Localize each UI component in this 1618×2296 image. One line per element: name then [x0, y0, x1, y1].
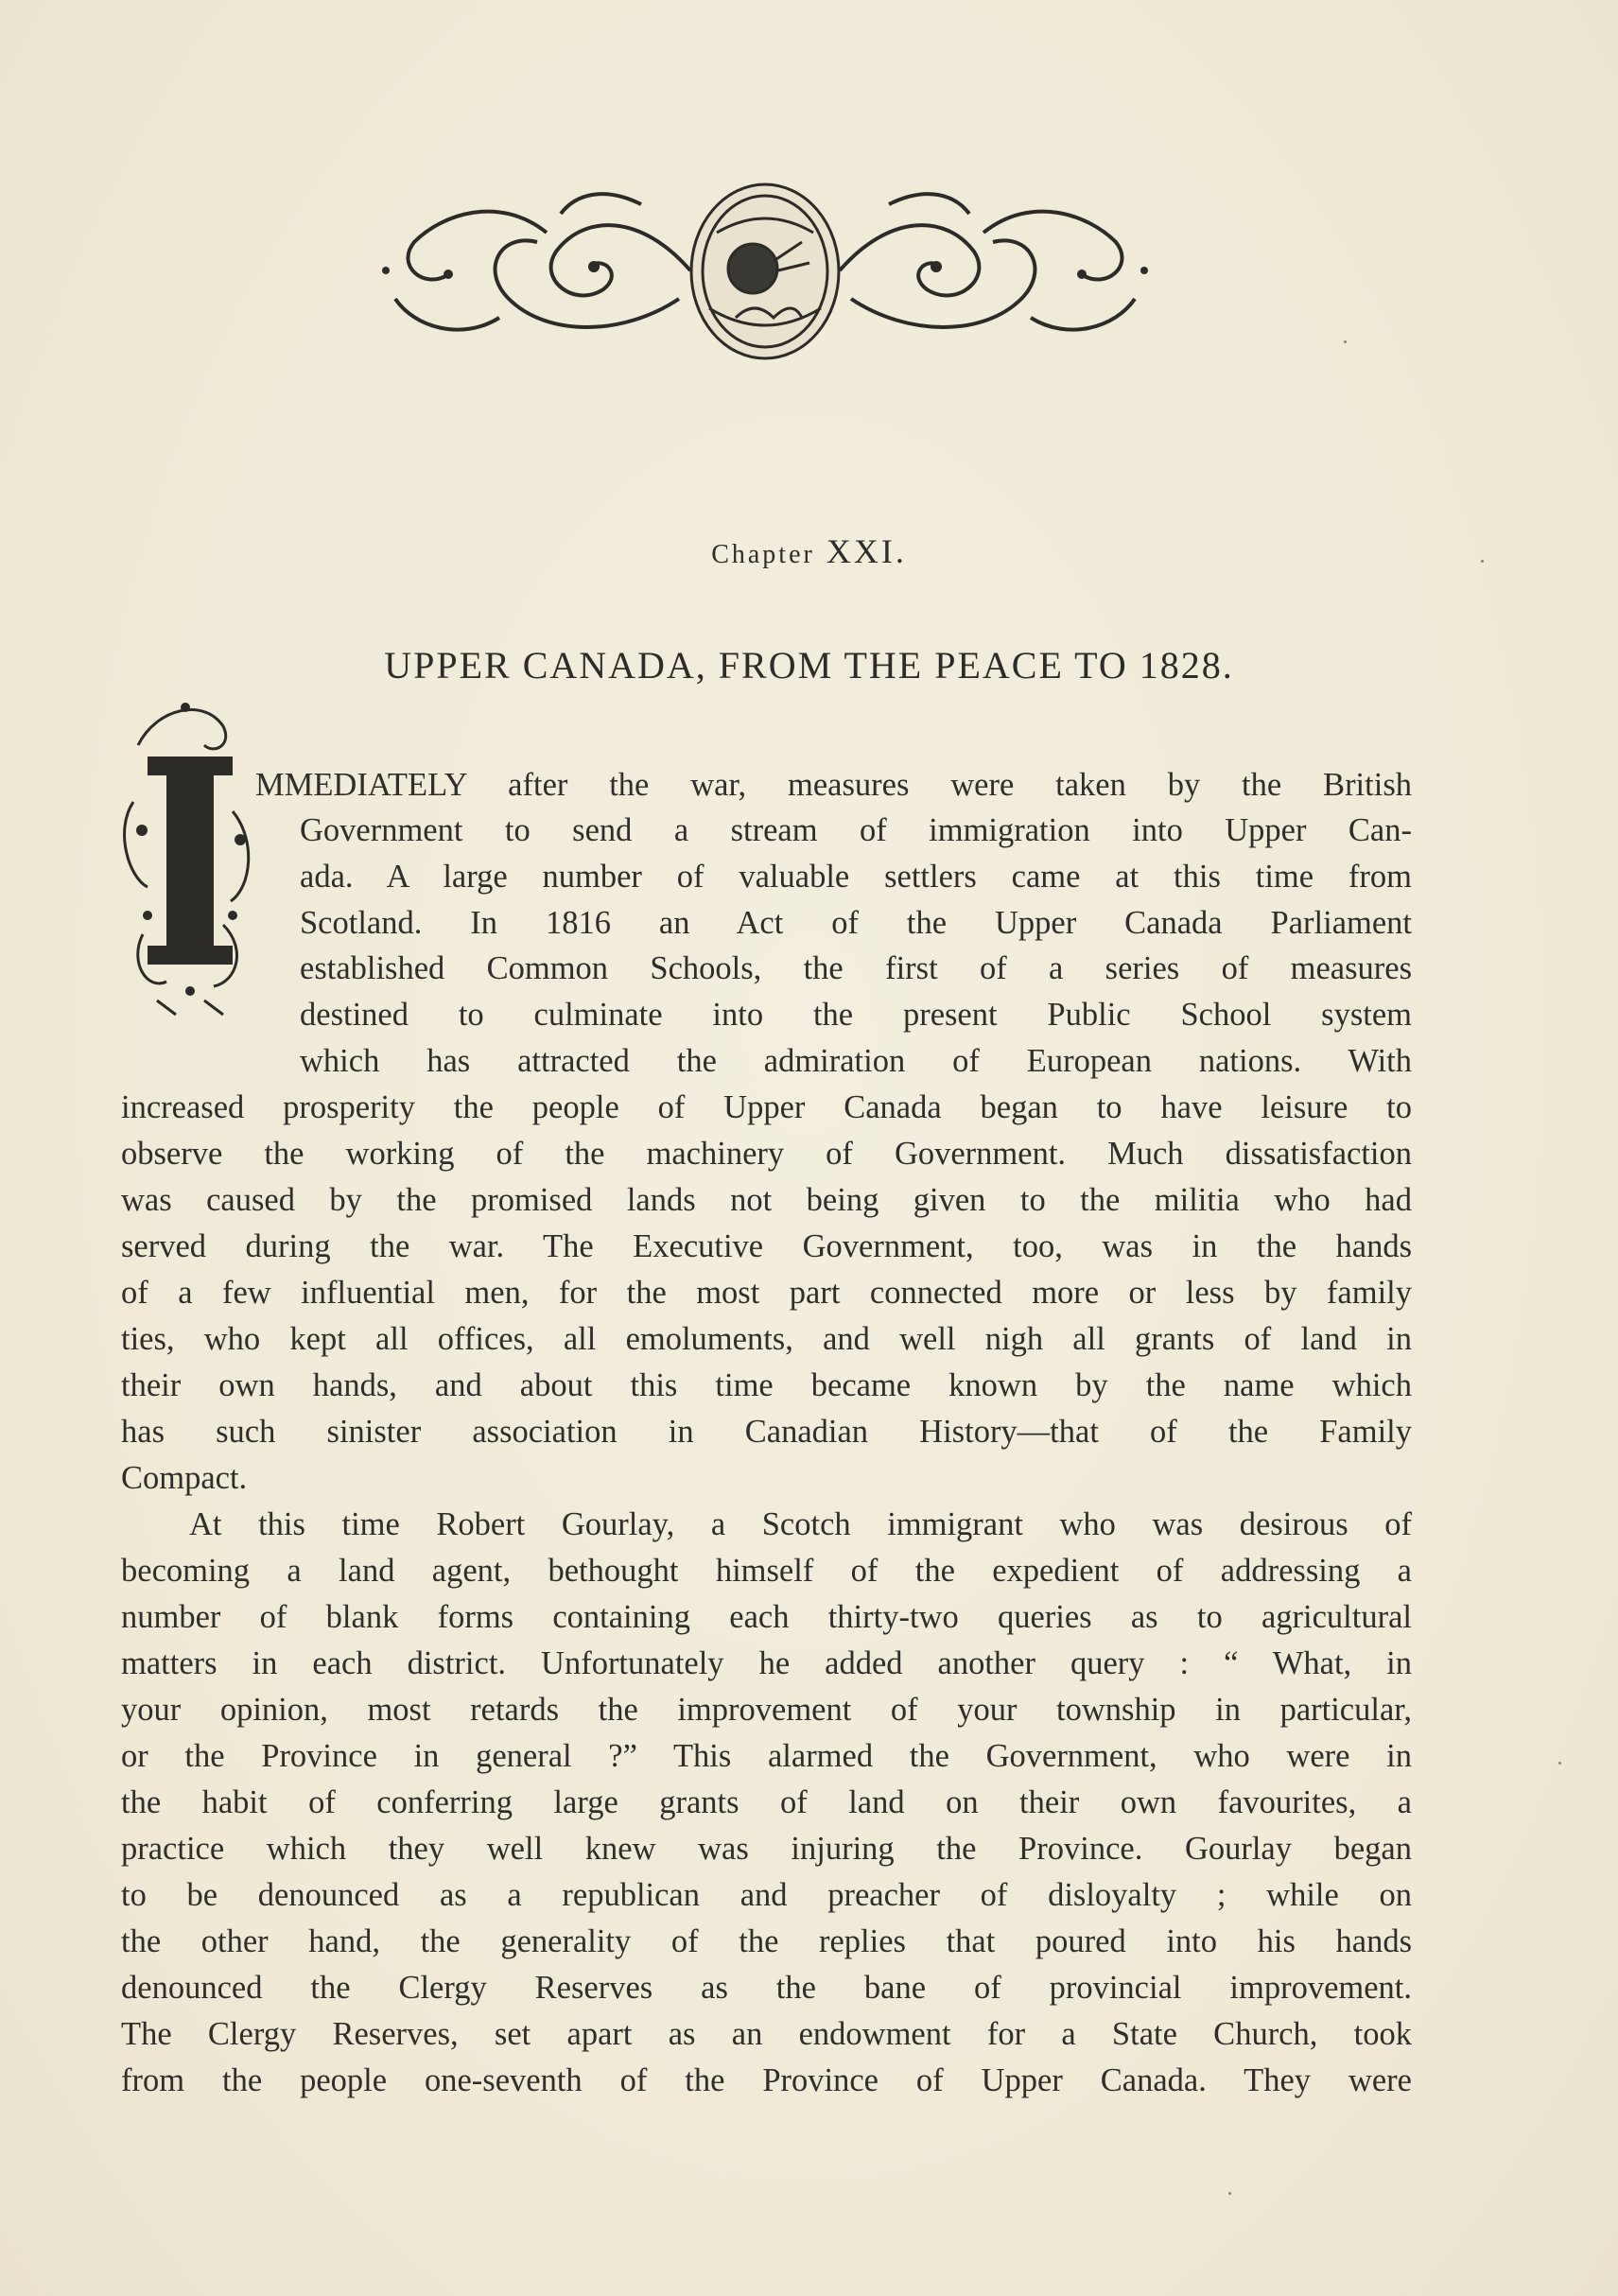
text-line: Scotland. In 1816 an Act of the Upper Canada Parliament	[300, 905, 1412, 941]
text-line: denounced the Clergy Reserves as the bane of provincial improvement.	[121, 1970, 1412, 2006]
chapter-number: XXI.	[826, 532, 907, 570]
ornamental-vignette-icon	[357, 176, 1173, 367]
text-line: The Clergy Reserves, set apart as an endowment for a State Church, took	[121, 2016, 1412, 2052]
text-line: Government to send a stream of immigration into Upper Can-	[300, 812, 1412, 848]
text-line: established Common Schools, the first of a series of measures	[300, 950, 1412, 986]
text-line: from the people one-seventh of the Province of Upper Canada. They were	[121, 2062, 1412, 2098]
text-line: Compact.	[121, 1460, 248, 1496]
chapter-prefix: Chapter	[711, 540, 815, 569]
text-line: ada. A large number of valuable settlers came at this time from	[300, 859, 1412, 895]
text-line: the other hand, the generality of the replies that poured into his hands	[121, 1923, 1412, 1959]
chapter-title: UPPER CANADA, FROM THE PEACE TO 1828.	[384, 644, 1234, 687]
drop-cap-glyph: I	[189, 747, 191, 748]
paper-speck	[1228, 2192, 1231, 2195]
text-line: increased prosperity the people of Upper Canada began to have leisure to	[121, 1089, 1412, 1125]
text-line: MMEDIATELY after the war, measures were taken by the British	[255, 767, 1412, 803]
text-line: served during the war. The Executive Government, too, was in the hands	[121, 1228, 1412, 1264]
paper-speck	[1481, 560, 1484, 563]
text-line: ties, who kept all offices, all emoluments, and well nigh all grants of land in	[121, 1321, 1412, 1357]
text-line: matters in each district. Unfortunately he added another query : “ What, in	[121, 1645, 1412, 1681]
text-line: their own hands, and about this time became known by the name which	[121, 1367, 1412, 1403]
paper-speck	[1344, 340, 1347, 343]
paper-speck	[1558, 1762, 1561, 1765]
text-line: practice which they well knew was injuring the Province. Gourlay began	[121, 1831, 1412, 1867]
text-line: which has attracted the admiration of European nations. With	[300, 1043, 1412, 1079]
text-line: destined to culminate into the present Public School system	[300, 997, 1412, 1033]
text-line: becoming a land agent, bethought himself of the expedient of addressing a	[121, 1553, 1412, 1589]
text-line: number of blank forms containing each thirty-two queries as to agricultural	[121, 1599, 1412, 1635]
text-line: the habit of conferring large grants of land on their own favourites, a	[121, 1784, 1412, 1820]
drop-cap-letter	[119, 688, 261, 1029]
text-line: or the Province in general ?” This alarmed the Government, who were in	[121, 1738, 1412, 1774]
text-line: of a few influential men, for the most part connected more or less by family	[121, 1275, 1412, 1311]
text-line: to be denounced as a republican and preacher of disloyalty ; while on	[121, 1877, 1412, 1913]
text-line: observe the working of the machinery of Government. Much dissatisfaction	[121, 1136, 1412, 1172]
text-line: your opinion, most retards the improvement of your township in particular,	[121, 1692, 1412, 1728]
text-line: has such sinister association in Canadian History—that of the Family	[121, 1414, 1412, 1450]
text-line: was caused by the promised lands not being given to the militia who had	[121, 1182, 1412, 1218]
text-line: At this time Robert Gourlay, a Scotch immigrant who was desirous of	[189, 1506, 1412, 1542]
chapter-heading	[0, 531, 1618, 571]
